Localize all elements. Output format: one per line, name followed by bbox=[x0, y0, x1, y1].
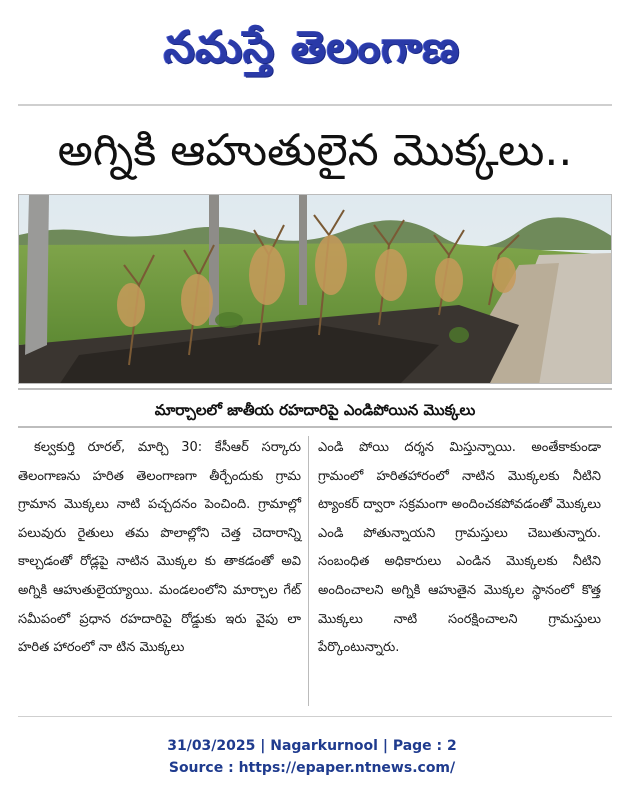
edition-info: 31/03/2025 | Nagarkurnool | Page : 2 bbox=[167, 738, 457, 754]
masthead-divider bbox=[18, 104, 612, 106]
newspaper-masthead: నమస్తే తెలంగాణ bbox=[163, 22, 461, 73]
article-body-right-column: ఎండి పోయి దర్శన మిస్తున్నాయి. అంతేకాకుండా గ్రామంలో హరితహారంలో నాటిన మొక్కలకు నీటిని ట్యాంకర్ ద్వారా సక్రమంగా అందించకపోవడంతో మొక్కలు ఎండి పోతున్నాయని గ్రామస్తులు చెబుతున్నారు. సంబంధిత అధికారులు ఎండిన మొక్కలకు నీటిని అందించాలని అగ్నికి ఆహుతైన మొక్కల స్థానంలో కొత్త మొక్కలు నాటి సంరక్షించాలని గ్రామస్తులు పేర్కొంటున్నారు. bbox=[318, 440, 601, 656]
column-divider bbox=[308, 436, 309, 706]
article-body-left-column: కల్వకుర్తి రూరల్, మార్చి 30: కేసీఆర్ సర్కారు తెలంగాణను హరిత తెలంగాణగా తీర్చేందుకు గ్రామ గ్రామాన మొక్కలు నాటి పచ్చదనం పెంచింది. గ్రామాల్లో పలువురు రైతులు తమ పొలాల్లోని చెత్త చెదారాన్ని కాల్చడంతో రోడ్లపై నాటిన మొక్కల కు తాకడంతో అవి అగ్నికి ఆహుతులైయ్యాయి. మండలంలోని మార్చాల గేట్ సమీపంలో ప్రధాన రహదారిపై రోడ్డుకు ఇరు వైపు లా హరిత హారంలో నా టిన మొక్కలు bbox=[18, 440, 301, 656]
article-headline: అగ్నికి ఆహుతులైన మొక్కలు.. bbox=[57, 125, 573, 176]
article-photo bbox=[18, 194, 612, 384]
photo-caption: మార్చాలలో జాతీయ రహదారిపై ఎండిపోయిన మొక్కలు bbox=[18, 388, 612, 428]
footer-divider bbox=[18, 716, 612, 717]
roadside-burnt-plants-image bbox=[19, 195, 612, 384]
source-link[interactable]: Source : https://epaper.ntnews.com/ bbox=[168, 760, 456, 776]
